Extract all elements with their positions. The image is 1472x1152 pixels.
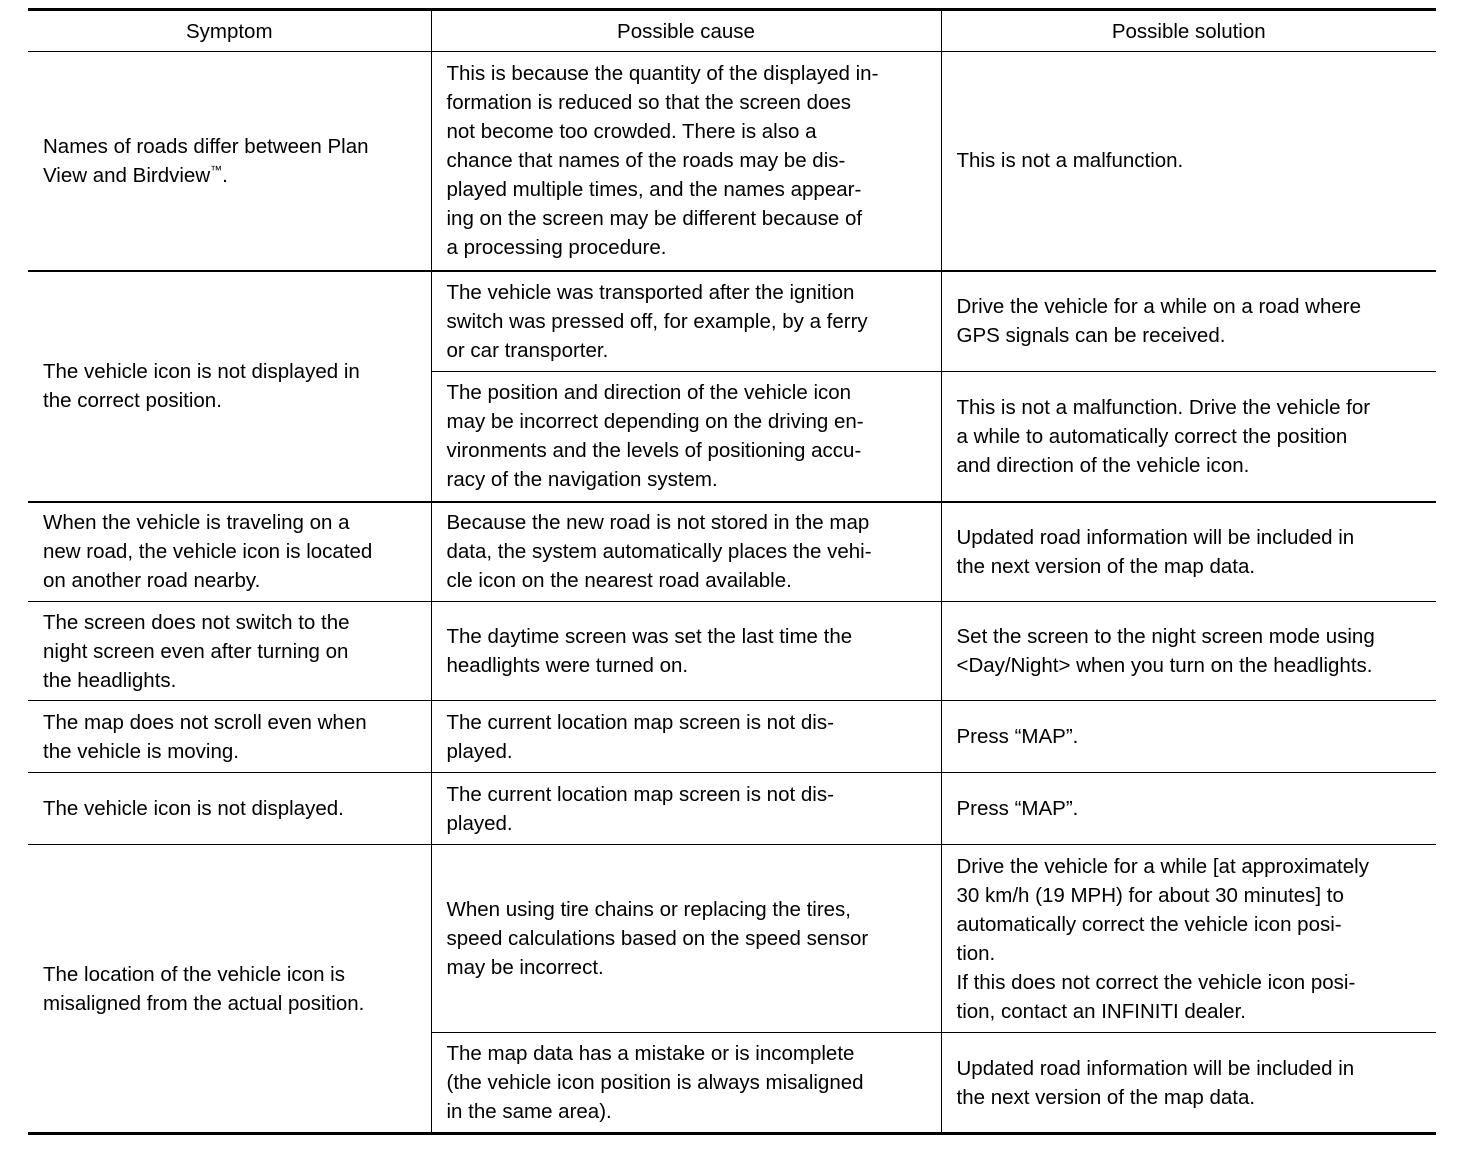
- solution-text: This is not a malfunction. Drive the vehicle for a while to automatically correct the position and direction of the vehicle icon.: [956, 395, 1371, 477]
- solution-cell: [941, 845, 1436, 1033]
- table-row: [28, 701, 1436, 773]
- cause-text: The daytime screen was set the last time the headlights were turned on.: [446, 625, 853, 677]
- trademark-mark: ™: [210, 162, 223, 177]
- symptom-cell: [28, 701, 431, 773]
- symptom-text: The screen does not switch to the night screen even after turning on the headlights.: [43, 610, 350, 692]
- cause-text: This is because the quantity of the displayed in- formation is reduced so that the screen does not become too crowded. There is also a chance that names of the roads may be dis- played multiple times, and the names appear- ing on the screen may be different because of a processing procedure.: [446, 62, 879, 260]
- header-symptom: Symptom: [28, 10, 431, 52]
- symptom-text: The vehicle icon is not displayed in the correct position.: [43, 360, 360, 412]
- solution-cell: [941, 602, 1436, 701]
- solution-text: Set the screen to the night screen mode using <Day/Night> when you turn on the headlights.: [956, 625, 1375, 677]
- header-possible-solution: Possible solution: [941, 10, 1436, 52]
- cause-text: Because the new road is not stored in the map data, the system automatically places the vehi- cle icon on the nearest road available.: [446, 511, 872, 593]
- cause-cell: [431, 271, 941, 372]
- cause-cell: [431, 701, 941, 773]
- cause-cell: [431, 845, 941, 1033]
- cause-cell: [431, 52, 941, 271]
- cause-text: The vehicle was transported after the ignition switch was pressed off, for example, by a ferry or car transporter.: [446, 280, 868, 362]
- symptom-cell: [28, 502, 431, 602]
- table-row: [28, 52, 1436, 271]
- table-row: [28, 602, 1436, 701]
- table-row: [28, 845, 1436, 1033]
- symptom-end: .: [222, 163, 228, 187]
- solution-cell: [941, 52, 1436, 271]
- cause-cell: [431, 602, 941, 701]
- solution-cell: [941, 701, 1436, 773]
- header-possible-cause: Possible cause: [431, 10, 941, 52]
- solution-cell: [941, 773, 1436, 845]
- cause-cell: [431, 372, 941, 502]
- cause-text: The map data has a mistake or is incomplete (the vehicle icon position is always misaligned in the same area).: [446, 1042, 864, 1123]
- symptom-cell: [28, 52, 431, 271]
- cause-text: When using tire chains or replacing the tires, speed calculations based on the speed sensor may be incorrect.: [446, 898, 869, 979]
- symptom-cell: [28, 845, 431, 1134]
- table-row: [28, 502, 1436, 602]
- cause-cell: [431, 1033, 941, 1134]
- troubleshooting-table-container: [28, 8, 1436, 1135]
- solution-text: Press “MAP”.: [956, 797, 1079, 820]
- table-header-row: [28, 10, 1436, 52]
- solution-cell: [941, 1033, 1436, 1134]
- solution-cell: [941, 372, 1436, 502]
- table-row: [28, 271, 1436, 372]
- cause-text: The position and direction of the vehicle icon may be incorrect depending on the driving en- vironments and the levels of positioning accu- racy of the navigation system.: [446, 381, 864, 492]
- cause-cell: [431, 502, 941, 602]
- symptom-cell: [28, 602, 431, 701]
- symptom-cell: [28, 271, 431, 502]
- solution-text: Updated road information will be included in the next version of the map data.: [956, 1056, 1355, 1109]
- solution-cell: [941, 271, 1436, 372]
- cause-text: The current location map screen is not dis- played.: [446, 710, 834, 763]
- symptom-text: The vehicle icon is not displayed.: [43, 797, 344, 820]
- solution-text: Updated road information will be included in the next version of the map data.: [956, 525, 1355, 578]
- troubleshooting-table: [28, 8, 1436, 1135]
- solution-text: Drive the vehicle for a while on a road where GPS signals can be received.: [956, 295, 1362, 348]
- symptom-text: Names of roads differ between Plan View and Birdview: [43, 134, 369, 187]
- symptom-text: When the vehicle is traveling on a new road, the vehicle icon is located on another road nearby.: [43, 511, 373, 593]
- table-row: [28, 773, 1436, 845]
- solution-text: Drive the vehicle for a while [at approximately 30 km/h (19 MPH) for about 30 minutes] to automatically correct the vehicle icon posi- tion. If this does not correct the vehicle icon posi- tion, contact an INFINITI dealer.: [956, 854, 1369, 1023]
- symptom-cell: [28, 773, 431, 845]
- symptom-text: The location of the vehicle icon is misaligned from the actual position.: [43, 962, 365, 1015]
- solution-text: This is not a malfunction.: [956, 149, 1184, 173]
- cause-text: The current location map screen is not dis- played.: [446, 782, 834, 835]
- symptom-text: The map does not scroll even when the vehicle is moving.: [43, 710, 367, 763]
- cause-cell: [431, 773, 941, 845]
- solution-text: Press “MAP”.: [956, 725, 1079, 748]
- solution-cell: [941, 502, 1436, 602]
